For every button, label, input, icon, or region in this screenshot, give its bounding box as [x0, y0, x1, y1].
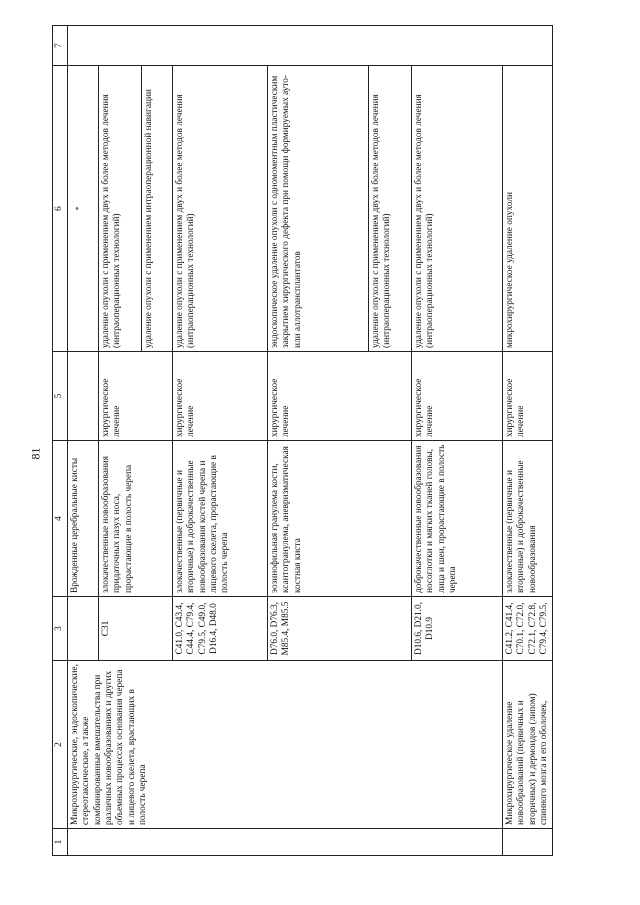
row2-diagnosis: злокачественные (первичные и вторичные) и доброкачественные новообразования — [503, 441, 553, 597]
row1-col1 — [68, 829, 503, 856]
col-5-header: 5 — [53, 352, 68, 441]
g2-icd-codes: C41.0, C43.4, C44.4, C79.4, C79.5, C49.0, D16.4, D48.0 — [173, 597, 268, 661]
g2-diagnosis: злокачественные (первичные и вторичные) и доброкачественные новообразования костей черепа и лицевого скелета, прорастающие в полость черепа — [173, 441, 268, 597]
row2-col1 — [503, 829, 553, 856]
g4-icd-codes: D10.6, D21.0, D10.9 — [412, 597, 503, 661]
g2-method: удаление опухоли с применением двух и более методов лечения (интраоперационных технологий) — [173, 66, 268, 352]
g4-treatment: хирургическое лечение — [412, 352, 503, 441]
g1-diagnosis: злокачественные новообразования придаточных пазух носа, прорастающие в полость черепа — [99, 441, 173, 597]
g4-method: удаление опухоли с применением двух и более методов лечения (интраоперационных технологий) — [412, 66, 503, 352]
col-1-header: 1 — [53, 829, 68, 856]
row1-col5 — [68, 352, 99, 441]
g3-method-b: удаление опухоли с применением двух и более методов лечения (интраоперационных технологий) — [369, 66, 412, 352]
g3-diagnosis: эозинофильная гранулема кости, ксантогранулема, аневризматическая костная киста — [268, 441, 412, 597]
row1-col6 — [68, 66, 99, 352]
table-row — [68, 26, 99, 856]
row2-treatment: хирургическое лечение — [503, 352, 553, 441]
row2-icd-codes: C41.2, C41.4, C70.1, C72.0, C72.1, C72.8, C79.4, C79.5, — [503, 597, 553, 661]
table-row — [503, 26, 553, 856]
col-6-header: 6 — [53, 66, 68, 352]
col-2-header: 2 — [53, 661, 68, 829]
g4-diagnosis: доброкачественные новообразования носоглотки и мягких тканей головы, лица и шеи, прорастающие в полость черепа — [412, 441, 503, 597]
col-4-header: 4 — [53, 441, 68, 597]
g1-icd-codes: C31 — [99, 597, 173, 661]
g3-icd-codes: D76.0, D76.3, M85.4, M85.5 — [268, 597, 412, 661]
column-number-row — [53, 26, 68, 856]
g1-method-b: удаление опухоли с применением интраоперационной навигации — [142, 66, 173, 352]
g3-treatment: хирургическое лечение — [268, 352, 412, 441]
g1-treatment: хирургическое лечение — [99, 352, 173, 441]
col-3-header: 3 — [53, 597, 68, 661]
col7-empty — [68, 26, 553, 66]
g1-method-a: удаление опухоли с применением двух и более методов лечения (интраоперационных технологий) — [99, 66, 142, 352]
page-number: 81 — [28, 447, 43, 460]
rotated-table-page — [52, 26, 612, 856]
g2-treatment: хирургическое лечение — [173, 352, 268, 441]
row2-method: микрохирургическое удаление опухоли — [503, 66, 553, 352]
g3-method-a: эндоскопическое удаление опухоли с одномоментным пластическим закрытием хирургического дефекта при помощи формируемых ауто- или аллотрансплантатов — [268, 66, 369, 352]
row1-method-name: Микрохирургические, эндоскопические, стереотаксические, а также комбинированные вмешательства при различных новообразованиях и других объемных процессах основания черепа и лицевого скелета, врастающих в полость черепа — [68, 661, 503, 829]
col-7-header: 7 — [53, 26, 68, 66]
row2-method-name: Микрохирургическое удаление новообразований (первичных и вторичных) и дермоидов (липом) спинного мозга и его оболочек, — [503, 661, 553, 829]
row1-diagnosis-cysts: Врожденные церебральные кисты — [68, 441, 99, 597]
medical-procedures-table — [52, 25, 553, 856]
tick-mark: * — [74, 206, 83, 211]
row1-col3 — [68, 597, 99, 661]
